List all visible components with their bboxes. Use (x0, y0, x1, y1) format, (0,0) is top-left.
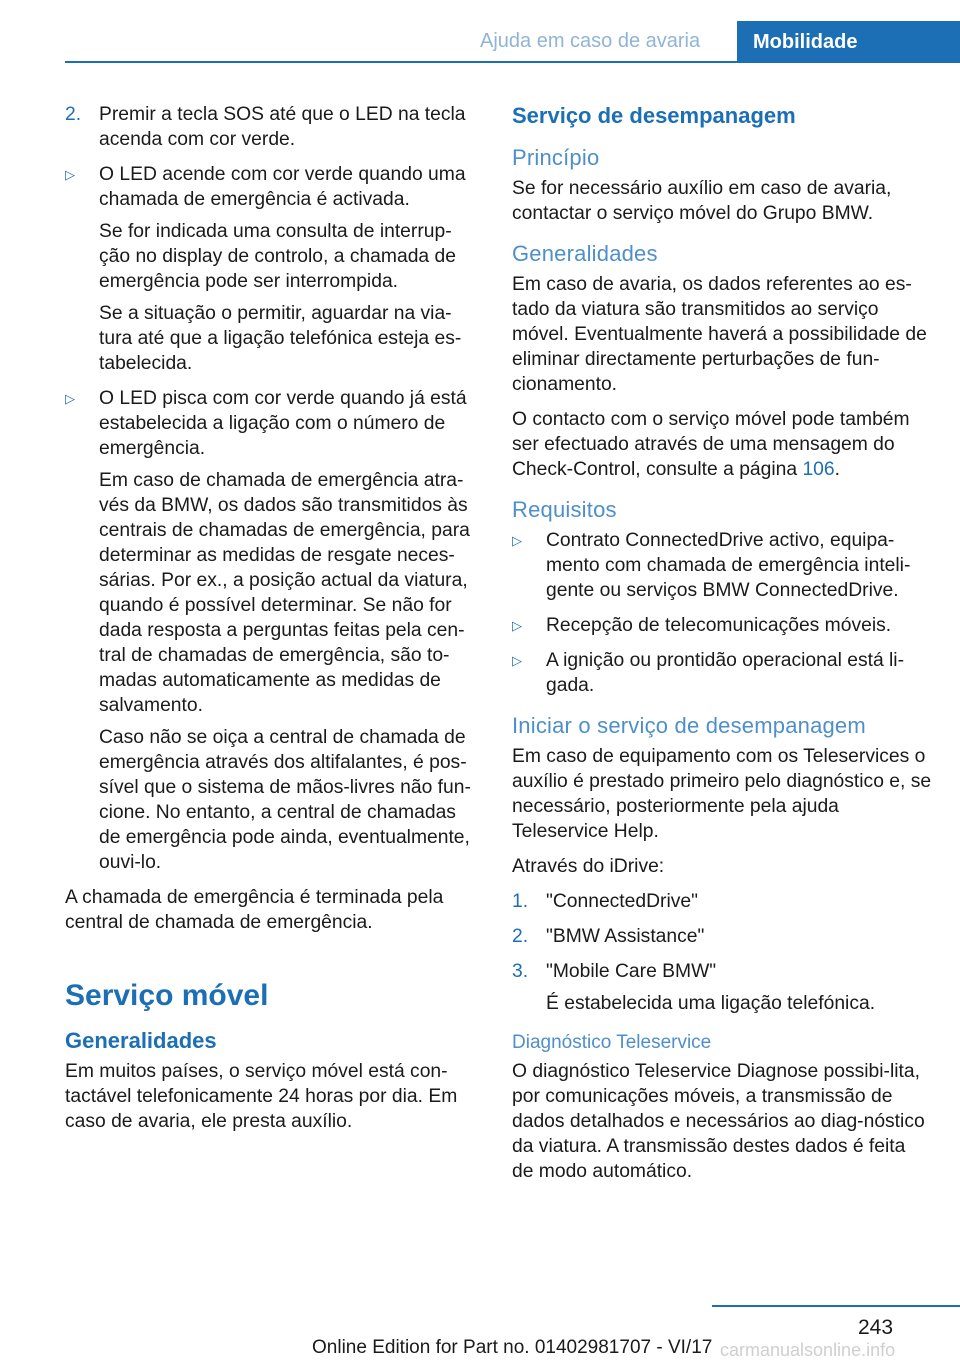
chapter-tab: Mobilidade (737, 21, 960, 63)
bullet-text: Em caso de chamada de emergência atra‐vés da BMW, os dados são transmitidos às centrais de chamadas de emergência, para determinar as medidas de resgate neces‐sárias. Por ex., a posição actual da viatura, quando é possível determinar. Se não for dada resposta a perguntas feitas pela cen‐tral de chamadas de emergência, são to‐madas automaticamente as medidas de salvamento. (99, 470, 470, 716)
paragraph: Se for necessário auxílio em caso de avaria, contactar o serviço móvel do Grupo BMW. (512, 178, 892, 224)
page-number: 243 (858, 1316, 894, 1339)
bullet-text: Caso não se oiça a central de chamada de emergência através dos altifalantes, é pos‐sível que o sistema de mãos-livres não fun‐cione. No entanto, a central de chamadas de emergência pode ainda, eventualmente, ouvi-lo. (99, 727, 471, 873)
step-text: Premir a tecla SOS até que o LED na tecla acenda com cor verde. (99, 104, 466, 150)
triangle-right-icon: ▷ (512, 533, 522, 548)
triangle-right-icon: ▷ (512, 653, 522, 668)
heading-generalidades: Generalidades (65, 1028, 217, 1053)
step-number: 2. (65, 104, 82, 125)
step-subtext: É estabelecida uma ligação telefónica. (546, 993, 876, 1014)
bullet-text: Contrato ConnectedDrive activo, equipa‐mento com chamada de emergência inteli‐gente ou serviços BMW ConnectedDrive. (546, 530, 911, 601)
bullet-text: O LED pisca com cor verde quando já está estabelecida a ligação com o número de emergência. (99, 388, 467, 459)
heading-principio: Princípio (512, 145, 600, 170)
left-column (65, 102, 479, 1144)
paragraph-end: . (834, 459, 840, 480)
bullet-text: A ignição ou prontidão operacional está li‐gada. (546, 650, 905, 696)
section-title: Ajuda em caso de avaria (480, 30, 701, 52)
header-rule (65, 61, 960, 63)
page-link[interactable]: 106 (802, 459, 835, 480)
paragraph: Em caso de avaria, os dados referentes ao es‐tado da viatura são transmitidos ao serviço móvel. Eventualmente haverá a possibilidade de eliminar directamente perturbações de fun‐cionamento. (512, 274, 927, 395)
bullet-item (512, 648, 932, 698)
step-text: "Mobile Care BMW" (546, 961, 717, 982)
paragraph-text: O contacto com o serviço móvel pode também ser efectuado através de uma mensagem do Check-Control, consulte a página (512, 409, 910, 480)
numbered-step-1 (512, 889, 932, 914)
bullet-item (65, 386, 479, 875)
bullet-text: Se a situação o permitir, aguardar na via‐tura até que a ligação telefónica esteja es‐tabelecida. (99, 303, 462, 374)
heading-generalidades: Generalidades (512, 241, 658, 266)
bullet-item (512, 528, 932, 603)
paragraph: A chamada de emergência é terminada pela central de chamada de emergência. (65, 887, 444, 933)
edition-note: Online Edition for Part no. 01402981707 - VI/17 (312, 1337, 713, 1358)
step-number: 3. (512, 961, 529, 982)
heading-iniciar: Iniciar o serviço de desempanagem (512, 713, 866, 738)
bullet-text: Se for indicada uma consulta de interrup‐ção no display de controlo, a chamada de emergência pode ser interrompida. (99, 221, 456, 292)
triangle-right-icon: ▷ (65, 167, 75, 182)
bullet-item (65, 162, 479, 376)
numbered-step-2 (65, 102, 479, 152)
heading-servico-desempanagem: Serviço de desempanagem (512, 103, 796, 128)
footer-rule (712, 1305, 960, 1307)
step-number: 1. (512, 891, 529, 912)
numbered-step-2 (512, 924, 932, 949)
paragraph: Em muitos países, o serviço móvel está con‐tactável telefonicamente 24 horas por dia. Em caso de avaria, ele presta auxílio. (65, 1061, 458, 1132)
bullet-text: Recepção de telecomunicações móveis. (546, 615, 892, 636)
heading-servico-movel: Serviço móvel (65, 979, 269, 1012)
step-text: "ConnectedDrive" (546, 891, 698, 912)
heading-diagnostico: Diagnóstico Teleservice (512, 1032, 712, 1053)
paragraph: O diagnóstico Teleservice Diagnose possibi‐lita, por comunicações móveis, a transmissão de dados detalhados e necessários ao diag‐nóstico da viatura. A transmissão destes dados é feita de modo automático. (512, 1061, 925, 1182)
triangle-right-icon: ▷ (512, 618, 522, 633)
paragraph: Através do iDrive: (512, 856, 665, 877)
watermark: carmanualsonline.info (720, 1340, 896, 1360)
bullet-text: O LED acende com cor verde quando uma chamada de emergência é activada. (99, 164, 466, 210)
triangle-right-icon: ▷ (65, 391, 75, 406)
step-number: 2. (512, 926, 529, 947)
numbered-step-3 (512, 959, 932, 1016)
paragraph (512, 407, 932, 482)
paragraph: Em caso de equipamento com os Teleservices o auxílio é prestado primeiro pelo diagnóstico e, se necessário, posteriormente pela ajuda Teleservice Help. (512, 746, 932, 842)
heading-requisitos: Requisitos (512, 497, 617, 522)
right-column (512, 102, 932, 1194)
bullet-item (512, 613, 932, 638)
step-text: "BMW Assistance" (546, 926, 705, 947)
